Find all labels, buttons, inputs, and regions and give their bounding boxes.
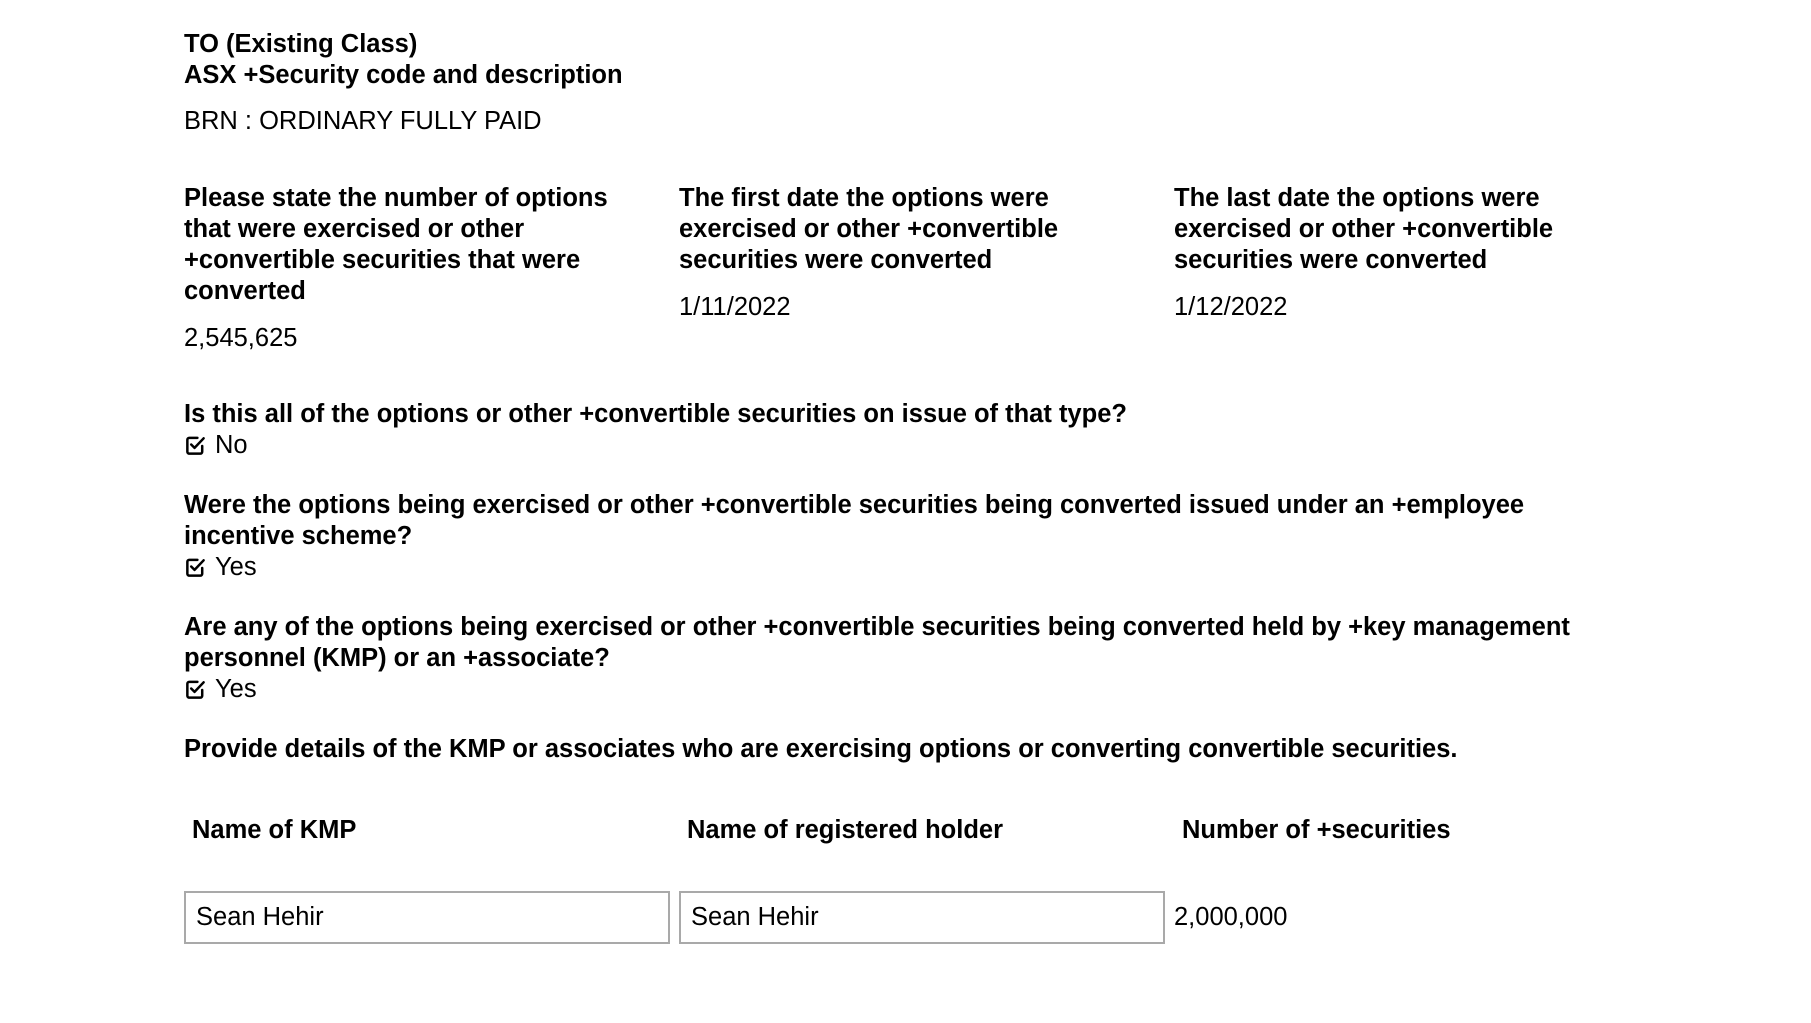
options-exercised-label: Please state the number of options that were exercised or other +convertible securities that were converted: [184, 184, 608, 305]
first-date-label: The first date the options were exercised or other +convertible securities were converted: [679, 184, 1059, 274]
answer-kmp-held: [184, 674, 257, 705]
kmp-name-field[interactable]: [184, 891, 670, 944]
kmp-details-intro: Provide details of the KMP or associates who are exercising options or converting convertible securities.: [184, 735, 1458, 763]
first-date-value: 1/11/2022: [679, 293, 791, 321]
answer-text: Yes: [215, 675, 257, 703]
question-kmp-held: Are any of the options being exercised or other +convertible securities being converted held by +key management personnel (KMP) or an +associate?: [184, 613, 1570, 672]
answer-text: No: [215, 431, 248, 459]
security-code-label: ASX +Security code and description: [184, 61, 623, 89]
answer-employee-incentive: [184, 552, 257, 583]
kmp-header-securities: Number of +securities: [1182, 816, 1451, 844]
kmp-header-holder: Name of registered holder: [687, 816, 1003, 844]
last-date-label: The last date the options were exercised or other +convertible securities were converted: [1174, 184, 1554, 274]
options-exercised-value: 2,545,625: [184, 324, 298, 352]
security-code-value: BRN : ORDINARY FULLY PAID: [184, 107, 542, 135]
kmp-name-value: Sean Hehir: [196, 903, 324, 931]
checkbox-checked-icon: [184, 434, 207, 457]
last-date-value: 1/12/2022: [1174, 293, 1288, 321]
to-existing-class-label: TO (Existing Class): [184, 30, 418, 58]
answer-all-options: [184, 430, 248, 461]
registered-holder-value: Sean Hehir: [691, 903, 819, 931]
checkbox-checked-icon: [184, 556, 207, 579]
checkbox-checked-icon: [184, 678, 207, 701]
question-employee-incentive: Were the options being exercised or other +convertible securities being converted issued under an +employee incentive scheme?: [184, 491, 1525, 550]
kmp-header-name: Name of KMP: [192, 816, 357, 844]
question-all-options: Is this all of the options or other +convertible securities on issue of that type?: [184, 400, 1127, 428]
securities-count-value: 2,000,000: [1174, 903, 1288, 931]
answer-text: Yes: [215, 553, 257, 581]
registered-holder-field[interactable]: [679, 891, 1165, 944]
